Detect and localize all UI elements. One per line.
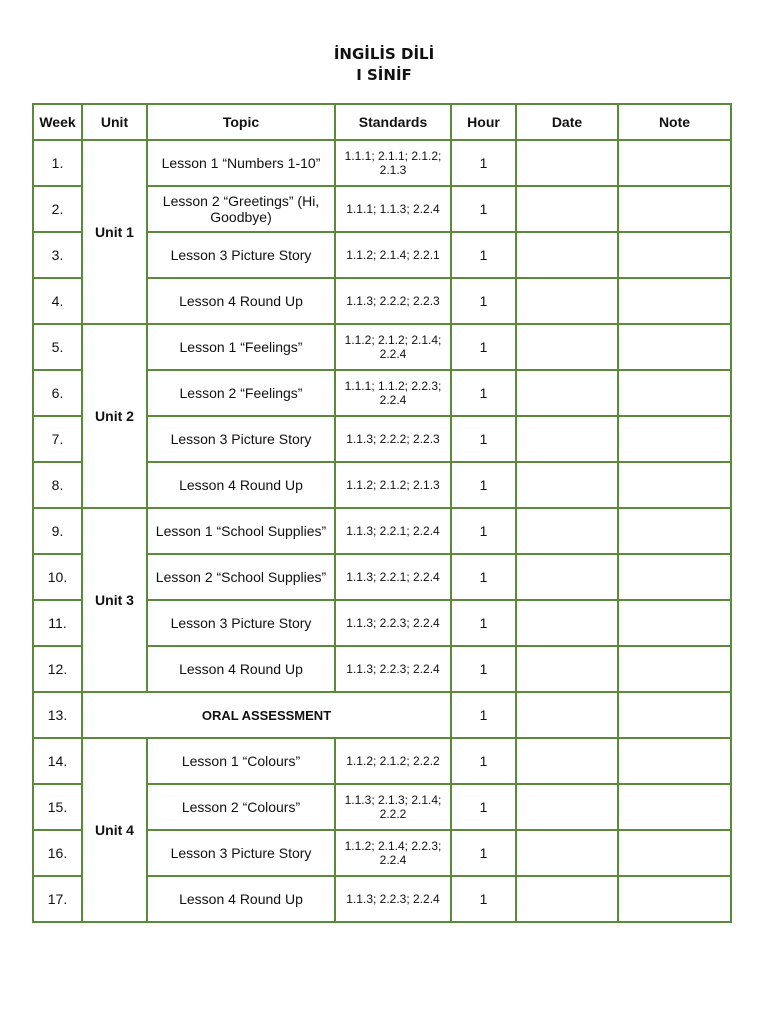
note-cell [618,692,731,738]
topic-cell: Lesson 2 “Greetings” (Hi, Goodbye) [147,186,335,232]
topic-cell: Lesson 1 “Colours” [147,738,335,784]
week-cell: 16. [33,830,82,876]
topic-cell: Lesson 4 Round Up [147,876,335,922]
header-standards: Standards [335,104,451,140]
note-cell [618,876,731,922]
week-cell: 9. [33,508,82,554]
topic-cell: Lesson 1 “Numbers 1-10” [147,140,335,186]
date-cell [516,324,618,370]
topic-cell: Lesson 2 “School Supplies” [147,554,335,600]
unit-cell: Unit 4 [82,738,147,922]
topic-cell: Lesson 2 “Colours” [147,784,335,830]
date-cell [516,278,618,324]
note-cell [618,370,731,416]
unit-cell: Unit 1 [82,140,147,324]
note-cell [618,554,731,600]
week-cell: 17. [33,876,82,922]
topic-cell: Lesson 2 “Feelings” [147,370,335,416]
week-cell: 5. [33,324,82,370]
week-cell: 6. [33,370,82,416]
topic-cell: Lesson 3 Picture Story [147,830,335,876]
note-cell [618,738,731,784]
standards-cell: 1.1.3; 2.1.3; 2.1.4; 2.2.2 [335,784,451,830]
topic-cell: Lesson 1 “School Supplies” [147,508,335,554]
header-hour: Hour [451,104,516,140]
table-row [33,324,731,370]
topic-cell: Lesson 3 Picture Story [147,232,335,278]
standards-cell: 1.1.2; 2.1.2; 2.2.2 [335,738,451,784]
week-cell: 11. [33,600,82,646]
header-unit: Unit [82,104,147,140]
week-cell: 3. [33,232,82,278]
date-cell [516,646,618,692]
note-cell [618,278,731,324]
week-cell: 2. [33,186,82,232]
week-cell: 10. [33,554,82,600]
note-cell [618,416,731,462]
note-cell [618,508,731,554]
hour-cell: 1 [451,232,516,278]
standards-cell: 1.1.3; 2.2.1; 2.2.4 [335,508,451,554]
date-cell [516,692,618,738]
hour-cell: 1 [451,324,516,370]
standards-cell: 1.1.3; 2.2.3; 2.2.4 [335,876,451,922]
standards-cell: 1.1.3; 2.2.2; 2.2.3 [335,416,451,462]
hour-cell: 1 [451,830,516,876]
hour-cell: 1 [451,462,516,508]
topic-cell: Lesson 4 Round Up [147,646,335,692]
hour-cell: 1 [451,140,516,186]
oral-assessment-cell: ORAL ASSESSMENT [82,692,451,738]
standards-cell: 1.1.2; 2.1.4; 2.2.3; 2.2.4 [335,830,451,876]
hour-cell: 1 [451,876,516,922]
week-cell: 14. [33,738,82,784]
title-subject: İNGİLİS DİLİ [333,45,435,63]
standards-cell: 1.1.3; 2.2.1; 2.2.4 [335,554,451,600]
date-cell [516,186,618,232]
note-cell [618,186,731,232]
curriculum-table [32,103,732,923]
standards-cell: 1.1.2; 2.1.2; 2.1.4; 2.2.4 [335,324,451,370]
hour-cell: 1 [451,600,516,646]
date-cell [516,416,618,462]
standards-cell: 1.1.1; 1.1.2; 2.2.3; 2.2.4 [335,370,451,416]
hour-cell: 1 [451,416,516,462]
table-row [33,140,731,186]
hour-cell: 1 [451,278,516,324]
note-cell [618,462,731,508]
hour-cell: 1 [451,370,516,416]
week-cell: 1. [33,140,82,186]
date-cell [516,738,618,784]
note-cell [618,784,731,830]
document-title [0,44,768,86]
week-cell: 7. [33,416,82,462]
date-cell [516,876,618,922]
date-cell [516,600,618,646]
date-cell [516,784,618,830]
date-cell [516,462,618,508]
title-grade: I SİNİF [356,66,412,84]
week-cell: 15. [33,784,82,830]
standards-cell: 1.1.1; 1.1.3; 2.2.4 [335,186,451,232]
header-row [33,104,731,140]
hour-cell: 1 [451,646,516,692]
hour-cell: 1 [451,692,516,738]
standards-cell: 1.1.2; 2.1.4; 2.2.1 [335,232,451,278]
date-cell [516,508,618,554]
hour-cell: 1 [451,738,516,784]
topic-cell: Lesson 4 Round Up [147,462,335,508]
date-cell [516,232,618,278]
hour-cell: 1 [451,784,516,830]
standards-cell: 1.1.1; 2.1.1; 2.1.2; 2.1.3 [335,140,451,186]
hour-cell: 1 [451,186,516,232]
date-cell [516,830,618,876]
standards-cell: 1.1.3; 2.2.3; 2.2.4 [335,646,451,692]
week-cell: 12. [33,646,82,692]
header-date: Date [516,104,618,140]
week-cell: 8. [33,462,82,508]
note-cell [618,140,731,186]
topic-cell: Lesson 4 Round Up [147,278,335,324]
topic-cell: Lesson 1 “Feelings” [147,324,335,370]
note-cell [618,324,731,370]
date-cell [516,554,618,600]
note-cell [618,232,731,278]
date-cell [516,370,618,416]
topic-cell: Lesson 3 Picture Story [147,416,335,462]
topic-cell: Lesson 3 Picture Story [147,600,335,646]
note-cell [618,646,731,692]
week-cell: 13. [33,692,82,738]
header-topic: Topic [147,104,335,140]
standards-cell: 1.1.3; 2.2.3; 2.2.4 [335,600,451,646]
note-cell [618,830,731,876]
note-cell [618,600,731,646]
week-cell: 4. [33,278,82,324]
table-row [33,738,731,784]
standards-cell: 1.1.2; 2.1.2; 2.1.3 [335,462,451,508]
unit-cell: Unit 2 [82,324,147,508]
header-note: Note [618,104,731,140]
date-cell [516,140,618,186]
header-week: Week [33,104,82,140]
standards-cell: 1.1.3; 2.2.2; 2.2.3 [335,278,451,324]
table-row [33,508,731,554]
hour-cell: 1 [451,508,516,554]
table-row [33,692,731,738]
hour-cell: 1 [451,554,516,600]
unit-cell: Unit 3 [82,508,147,692]
